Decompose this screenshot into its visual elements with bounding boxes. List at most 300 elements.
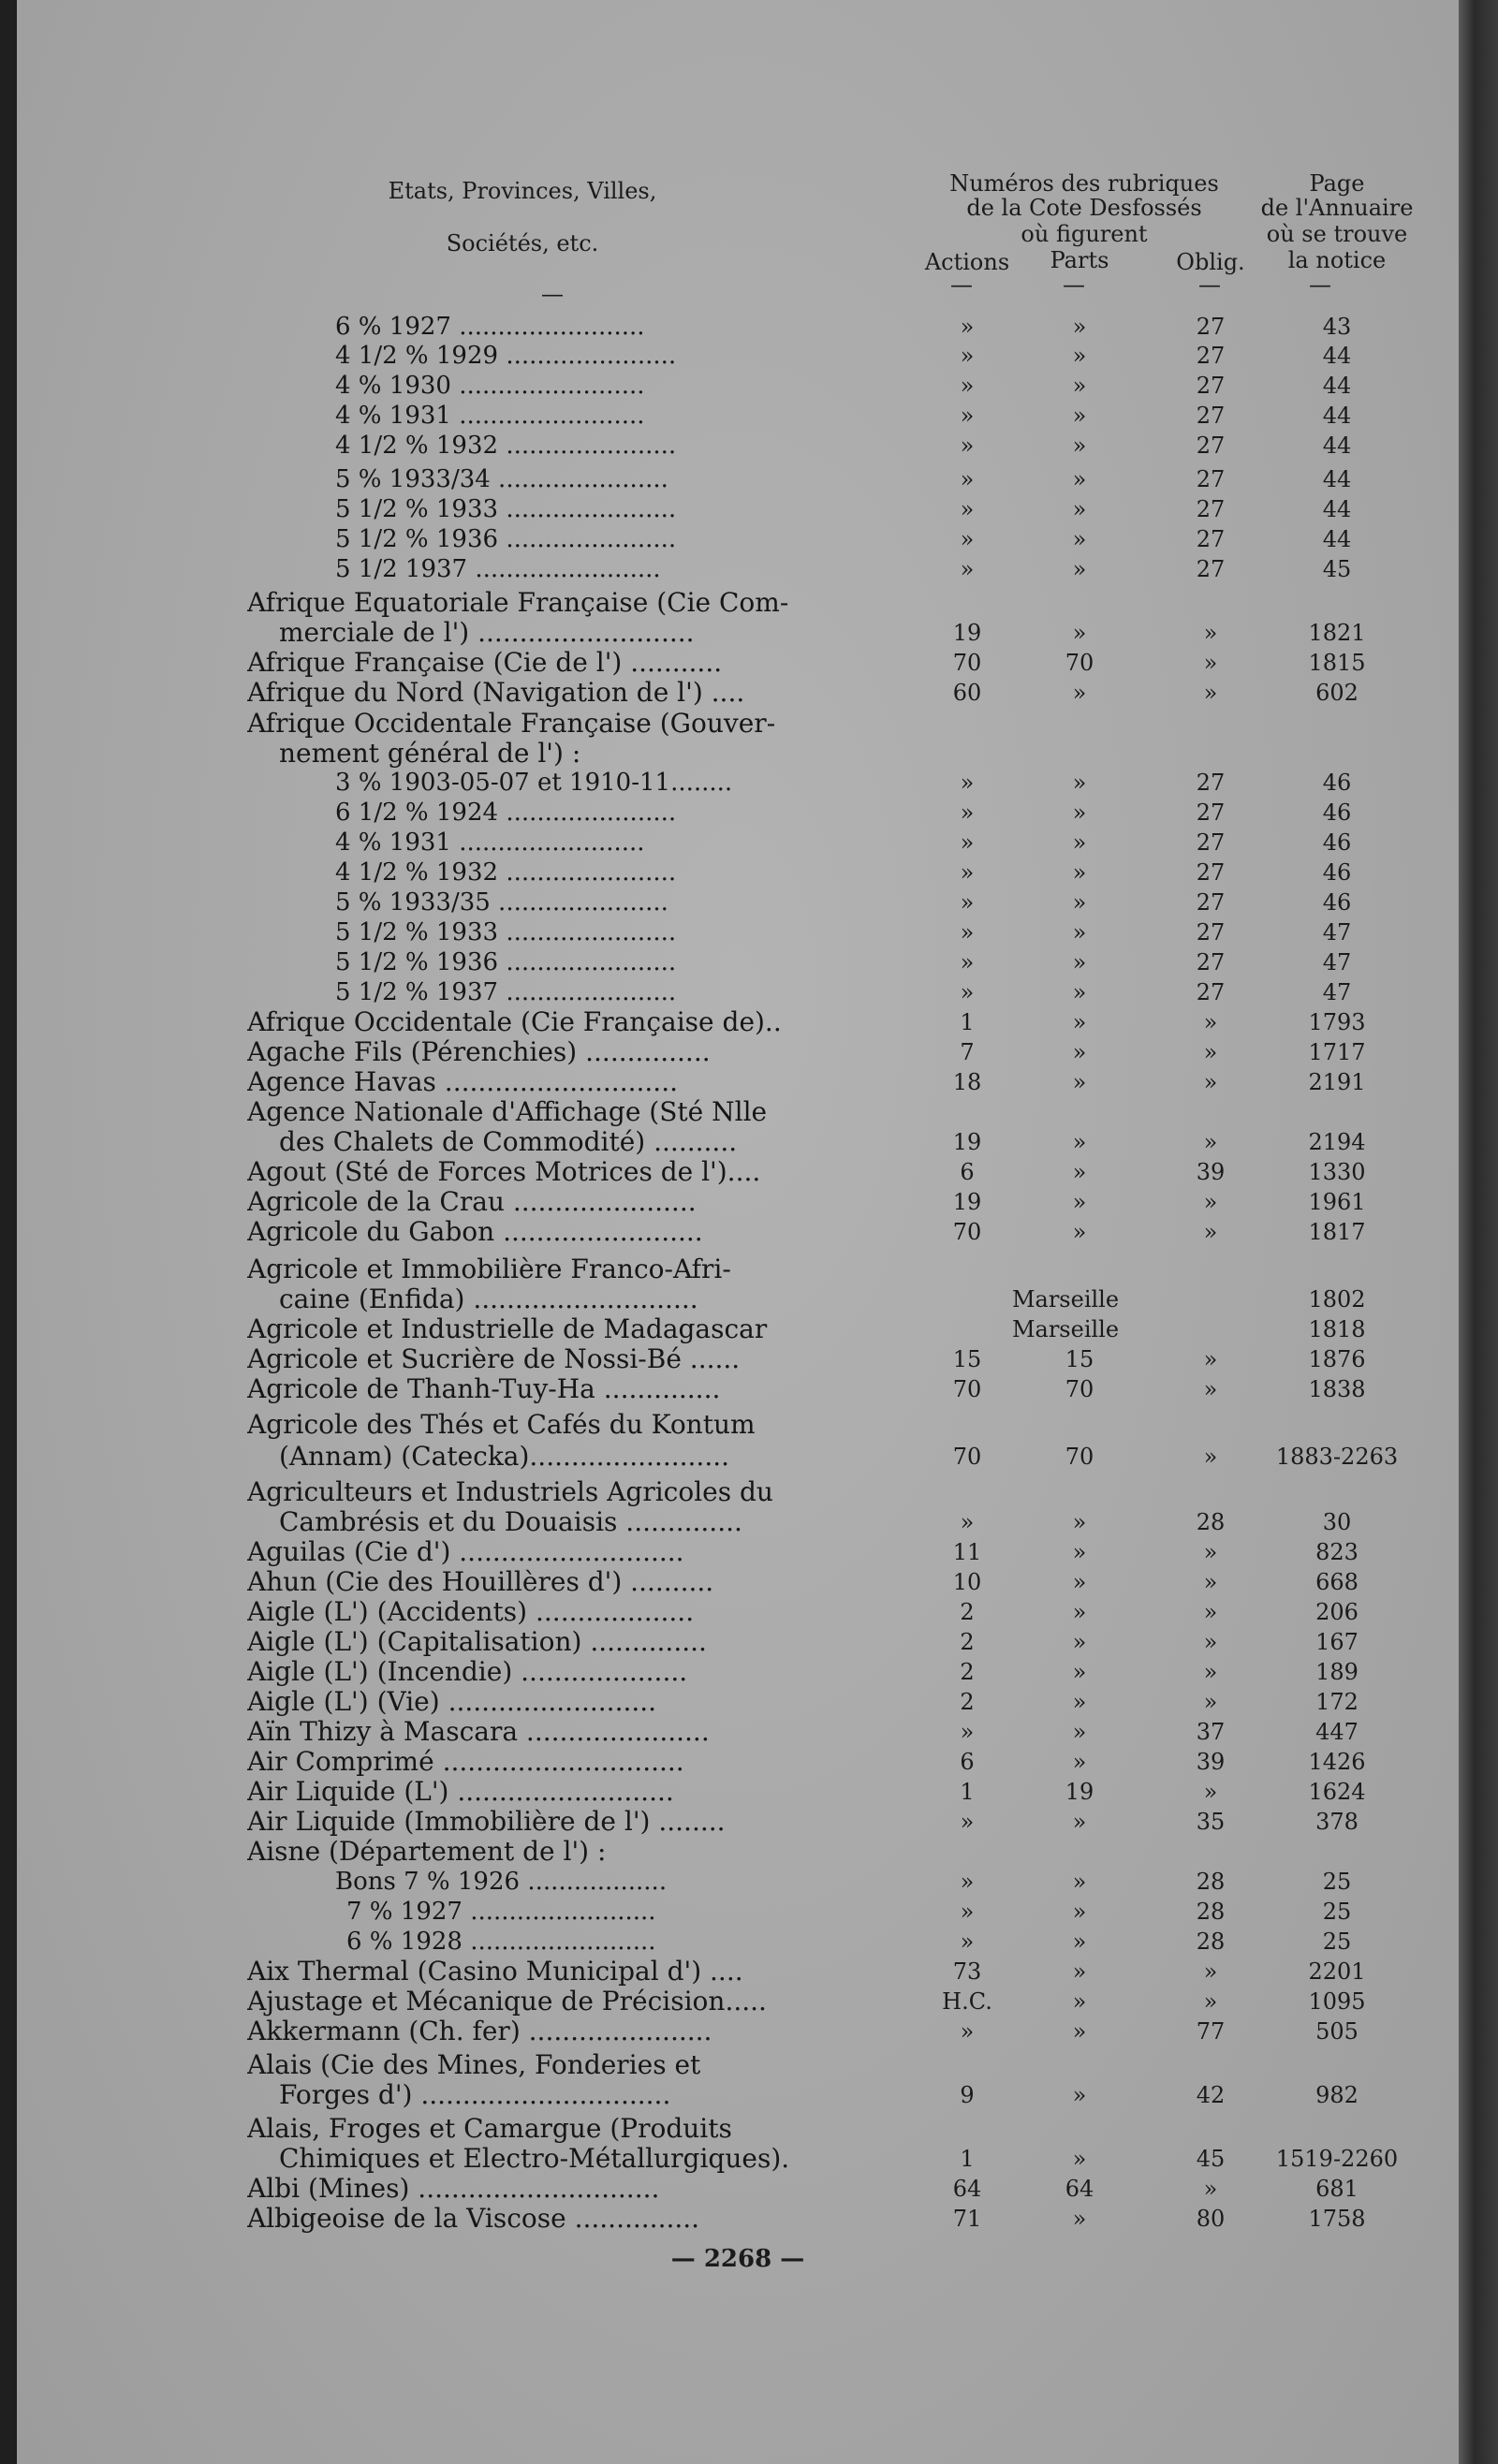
cell-actions: 7 [960, 1039, 975, 1065]
row-name: Aigle (L') (Incendie) .................... [247, 1657, 688, 1687]
cell-actions: 70 [952, 1376, 982, 1402]
cell-oblig: 28 [1196, 1899, 1226, 1925]
cell-actions: 19 [952, 620, 982, 646]
table-row [17, 1157, 1459, 1189]
row-name: (Annam) (Catecka)........................ [279, 1442, 730, 1472]
row-name: 5 1/2 1937 ........................ [335, 555, 661, 583]
table-row [17, 1477, 1459, 1509]
cell-oblig: 39 [1196, 1749, 1226, 1775]
table-row [17, 371, 1459, 403]
cell-oblig: 27 [1196, 949, 1226, 975]
cell-page: 44 [1322, 433, 1352, 459]
cell-page: 1815 [1308, 650, 1366, 676]
row-name: Air Liquide (L') .......................... [247, 1777, 674, 1807]
table-row [17, 1567, 1459, 1599]
cell-oblig: 80 [1196, 2206, 1226, 2232]
table-row [17, 858, 1459, 889]
header-numeros-line1: Numéros des rubriques [949, 170, 1219, 197]
cell-oblig: 27 [1196, 979, 1226, 1005]
cell-page: 1793 [1308, 1009, 1366, 1035]
header-numeros-line3: où figurent [1021, 221, 1148, 247]
cell-actions: 2 [960, 1599, 975, 1625]
cell-location: Marseille [1011, 1316, 1120, 1342]
table-row [17, 588, 1459, 620]
table-row [17, 1344, 1459, 1376]
cell-page: 1519-2260 [1275, 2146, 1399, 2172]
row-name: Albi (Mines) ............................. [247, 2174, 660, 2204]
cell-parts: » [1072, 314, 1087, 340]
cell-parts: » [1072, 919, 1087, 946]
table-row [17, 2050, 1459, 2082]
cell-oblig: 27 [1196, 343, 1226, 369]
cell-oblig: 27 [1196, 859, 1226, 886]
row-name: Chimiques et Electro-Métallurgiques). [279, 2144, 790, 2174]
cell-actions: » [960, 889, 975, 916]
cell-page: 1883-2263 [1275, 1444, 1399, 1470]
cell-oblig: » [1203, 1009, 1218, 1035]
cell-oblig: 27 [1196, 556, 1226, 582]
table-row [17, 2080, 1459, 2112]
header-name-line2: Sociétés, etc. [446, 230, 599, 257]
table-row [17, 431, 1459, 462]
cell-parts: » [1072, 1749, 1087, 1775]
table-row [17, 2017, 1459, 2048]
cell-oblig: » [1203, 1988, 1218, 2015]
cell-actions: 60 [952, 680, 982, 706]
row-name: Agriculteurs et Industriels Agricoles du [247, 1477, 773, 1507]
cell-page: 44 [1322, 373, 1352, 399]
cell-page: 25 [1322, 1869, 1352, 1895]
cell-oblig: 45 [1196, 2146, 1226, 2172]
cell-parts: » [1072, 1958, 1087, 1985]
row-name: Afrique Occidentale Française (Gouver- [247, 709, 776, 739]
cell-page: 189 [1315, 1659, 1358, 1685]
table-row [17, 887, 1459, 919]
cell-page: 47 [1322, 979, 1352, 1005]
cell-page: 2191 [1308, 1069, 1366, 1095]
header-dash-page: — [1309, 271, 1331, 298]
table-row [17, 1657, 1459, 1689]
cell-parts: » [1072, 1659, 1087, 1685]
cell-page: 1961 [1308, 1189, 1366, 1215]
table-row [17, 648, 1459, 680]
cell-parts: » [1072, 949, 1087, 975]
table-row [17, 1807, 1459, 1839]
cell-oblig: » [1203, 620, 1218, 646]
cell-oblig: 27 [1196, 433, 1226, 459]
header-page-line4: la notice [1287, 247, 1387, 273]
cell-actions: » [960, 859, 975, 886]
row-name: 4 % 1931 ........................ [335, 829, 645, 857]
cell-actions: » [960, 556, 975, 582]
cell-parts: » [1072, 1219, 1087, 1245]
row-name: Cambrésis et du Douaisis .............. [279, 1507, 742, 1537]
cell-oblig: 27 [1196, 799, 1226, 826]
cell-actions: 6 [960, 1159, 975, 1185]
cell-page: 46 [1322, 829, 1352, 856]
cell-page: 44 [1322, 526, 1352, 552]
row-name: Aigle (L') (Vie) ......................... [247, 1687, 657, 1717]
cell-actions: 9 [960, 2082, 975, 2108]
cell-page: 447 [1315, 1719, 1358, 1745]
cell-parts: » [1072, 770, 1087, 796]
table-row [17, 1627, 1459, 1659]
table-row [17, 554, 1459, 586]
table-row [17, 1037, 1459, 1069]
row-name: 4 % 1931 ........................ [335, 402, 645, 430]
table-row [17, 1597, 1459, 1629]
cell-page: 25 [1322, 1929, 1352, 1955]
table-row [17, 1374, 1459, 1406]
cell-parts: » [1072, 620, 1087, 646]
header-oblig: Oblig. [1176, 249, 1245, 275]
table-row [17, 768, 1459, 799]
cell-oblig: » [1203, 1219, 1218, 1245]
header-dash-name: — [541, 281, 564, 307]
table-row [17, 1127, 1459, 1159]
cell-parts: » [1072, 680, 1087, 706]
cell-parts: 19 [1065, 1779, 1094, 1805]
table-row [17, 1067, 1459, 1099]
table-row [17, 1097, 1459, 1129]
row-name: Agence Nationale d'Affichage (Sté Nlle [247, 1097, 768, 1127]
row-name: Agricole de la Crau ...................... [247, 1187, 697, 1217]
cell-actions: 2 [960, 1689, 975, 1715]
table-row [17, 464, 1459, 496]
cell-parts: » [1072, 2082, 1087, 2108]
cell-parts: » [1072, 2146, 1087, 2172]
row-name: Alais, Froges et Camargue (Produits [247, 2114, 732, 2144]
header-dash-parts: — [1063, 271, 1085, 298]
cell-page: 2194 [1308, 1129, 1366, 1155]
cell-actions: 10 [952, 1569, 982, 1595]
cell-actions: 71 [952, 2206, 982, 2232]
cell-actions: » [960, 373, 975, 399]
table-row [17, 798, 1459, 829]
cell-actions: 70 [952, 1444, 982, 1470]
cell-oblig: » [1203, 1539, 1218, 1565]
row-name: Agence Havas ............................ [247, 1067, 679, 1097]
table-row [17, 1410, 1459, 1442]
cell-page: 1818 [1308, 1316, 1366, 1342]
cell-oblig: 27 [1196, 770, 1226, 796]
cell-oblig: » [1203, 1376, 1218, 1402]
cell-parts: » [1072, 1869, 1087, 1895]
table-row [17, 618, 1459, 650]
cell-parts: » [1072, 1039, 1087, 1065]
header-page-line3: où se trouve [1266, 221, 1408, 247]
row-name: 5 1/2 % 1937 ...................... [335, 978, 677, 1006]
cell-page: 1838 [1308, 1376, 1366, 1402]
cell-parts: » [1072, 343, 1087, 369]
cell-parts: » [1072, 373, 1087, 399]
table-row [17, 1217, 1459, 1249]
cell-oblig: » [1203, 1189, 1218, 1215]
cell-parts: » [1072, 1159, 1087, 1185]
cell-actions: 73 [952, 1958, 982, 1985]
row-name: Ahun (Cie des Houillères d') .......... [247, 1567, 714, 1597]
cell-page: 2201 [1308, 1958, 1366, 1985]
row-name: Afrique Occidentale (Cie Française de).. [247, 1007, 782, 1037]
cell-parts: » [1072, 1689, 1087, 1715]
cell-parts: » [1072, 1719, 1087, 1745]
row-name: Agricole et Industrielle de Madagascar [247, 1314, 768, 1344]
cell-actions: » [960, 1899, 975, 1925]
row-name: 3 % 1903-05-07 et 1910-11........ [335, 769, 733, 797]
row-name: Aïn Thizy à Mascara ...................... [247, 1717, 710, 1747]
cell-page: 45 [1322, 556, 1352, 582]
cell-actions: » [960, 1719, 975, 1745]
table-row [17, 524, 1459, 556]
cell-page: 46 [1322, 889, 1352, 916]
table-row [17, 1442, 1459, 1474]
table-row [17, 947, 1459, 979]
cell-oblig: 27 [1196, 496, 1226, 522]
cell-page: 167 [1315, 1629, 1358, 1655]
cell-parts: 70 [1065, 650, 1094, 676]
cell-actions: 15 [952, 1346, 982, 1372]
cell-parts: » [1072, 556, 1087, 582]
cell-actions: 19 [952, 1189, 982, 1215]
header-parts: Parts [1050, 247, 1109, 273]
cell-actions: » [960, 314, 975, 340]
cell-oblig: » [1203, 1689, 1218, 1715]
cell-oblig: » [1203, 1039, 1218, 1065]
row-name: Albigeoise de la Viscose ............... [247, 2204, 700, 2234]
cell-oblig: 77 [1196, 2018, 1226, 2045]
cell-oblig: 27 [1196, 403, 1226, 429]
cell-parts: » [1072, 433, 1087, 459]
row-name: 7 % 1927 ........................ [346, 1898, 656, 1926]
table-row [17, 2204, 1459, 2236]
cell-actions: » [960, 526, 975, 552]
row-name: Agricole du Gabon ........................ [247, 1217, 703, 1247]
cell-parts: » [1072, 1539, 1087, 1565]
row-name: Aigle (L') (Accidents) ................... [247, 1597, 695, 1627]
cell-oblig: 28 [1196, 1509, 1226, 1535]
row-name: Bons 7 % 1926 .................. [335, 1868, 668, 1896]
cell-page: 1426 [1308, 1749, 1366, 1775]
cell-actions: 18 [952, 1069, 982, 1095]
row-name: 4 1/2 % 1932 ...................... [335, 432, 677, 460]
cell-parts: » [1072, 496, 1087, 522]
cell-page: 1876 [1308, 1346, 1366, 1372]
row-name: 5 1/2 % 1933 ...................... [335, 918, 677, 946]
table-row [17, 494, 1459, 526]
cell-actions: » [960, 343, 975, 369]
cell-page: 1095 [1308, 1988, 1366, 2015]
cell-oblig: » [1203, 1779, 1218, 1805]
header-numeros-line2: de la Cote Desfossés [966, 195, 1202, 221]
cell-page: 602 [1315, 680, 1358, 706]
cell-page: 1717 [1308, 1039, 1366, 1065]
table-row [17, 709, 1459, 741]
cell-oblig: » [1203, 1444, 1218, 1470]
table-row [17, 1957, 1459, 1988]
cell-page: 681 [1315, 2176, 1358, 2202]
header-page-line2: de l'Annuaire [1260, 195, 1414, 221]
table-row [17, 1867, 1459, 1899]
table-row [17, 2144, 1459, 2176]
table-row [17, 1687, 1459, 1719]
cell-parts: » [1072, 829, 1087, 856]
cell-actions: 70 [952, 1219, 982, 1245]
header-dash-actions: — [950, 271, 973, 298]
cell-oblig: 28 [1196, 1929, 1226, 1955]
row-name: Agache Fils (Pérenchies) ............... [247, 1037, 711, 1067]
row-name: 6 1/2 % 1924 ...................... [335, 799, 677, 827]
cell-actions: » [960, 1929, 975, 1955]
cell-page: 982 [1315, 2082, 1358, 2108]
row-name: Aguilas (Cie d') ........................... [247, 1537, 684, 1567]
cell-oblig: » [1203, 1599, 1218, 1625]
cell-oblig: 39 [1196, 1159, 1226, 1185]
cell-oblig: 27 [1196, 919, 1226, 946]
row-name: Afrique Française (Cie de l') ........... [247, 648, 723, 678]
row-name: Afrique Equatoriale Française (Cie Com- [247, 588, 789, 618]
cell-oblig: » [1203, 1569, 1218, 1595]
cell-page: 46 [1322, 799, 1352, 826]
row-name: Agricole de Thanh-Tuy-Ha .............. [247, 1374, 721, 1404]
row-name: 5 % 1933/34 ...................... [335, 465, 668, 493]
table-row [17, 1314, 1459, 1346]
table-row [17, 828, 1459, 859]
cell-oblig: 27 [1196, 314, 1226, 340]
cell-page: 1802 [1308, 1286, 1366, 1313]
cell-page: 1624 [1308, 1779, 1366, 1805]
cell-oblig: » [1203, 650, 1218, 676]
table-row [17, 1777, 1459, 1809]
cell-actions: » [960, 829, 975, 856]
cell-page: 378 [1315, 1809, 1358, 1835]
row-name: Air Liquide (Immobilière de l') ........ [247, 1807, 726, 1837]
cell-page: 47 [1322, 919, 1352, 946]
cell-oblig: » [1203, 1129, 1218, 1155]
cell-parts: 15 [1065, 1346, 1094, 1372]
cell-parts: » [1072, 1009, 1087, 1035]
cell-actions: » [960, 770, 975, 796]
cell-parts: » [1072, 799, 1087, 826]
header-name-line1: Etats, Provinces, Villes, [388, 178, 657, 204]
cell-parts: » [1072, 403, 1087, 429]
cell-page: 505 [1315, 2018, 1358, 2045]
cell-actions: 1 [960, 1779, 975, 1805]
cell-parts: 70 [1065, 1376, 1094, 1402]
table-row [17, 1747, 1459, 1779]
table-row [17, 917, 1459, 949]
cell-oblig: » [1203, 1346, 1218, 1372]
cell-parts: » [1072, 859, 1087, 886]
cell-oblig: 35 [1196, 1809, 1226, 1835]
table-row [17, 1897, 1459, 1929]
document-page [17, 0, 1459, 2464]
cell-actions: 1 [960, 1009, 975, 1035]
table-row [17, 401, 1459, 433]
table-row [17, 739, 1459, 770]
cell-page: 1330 [1308, 1159, 1366, 1185]
table-row [17, 2174, 1459, 2206]
table-row [17, 1987, 1459, 2018]
cell-oblig: » [1203, 680, 1218, 706]
cell-parts: » [1072, 1509, 1087, 1535]
cell-parts: » [1072, 1629, 1087, 1655]
row-name: Ajustage et Mécanique de Précision..... [247, 1987, 767, 2017]
cell-parts: » [1072, 2018, 1087, 2045]
header-page-line1: Page [1309, 170, 1365, 197]
cell-parts: » [1072, 526, 1087, 552]
cell-page: 46 [1322, 859, 1352, 886]
row-name: Aisne (Département de l') : [247, 1837, 607, 1867]
cell-oblig: 27 [1196, 526, 1226, 552]
cell-actions: » [960, 403, 975, 429]
cell-actions: 11 [952, 1539, 982, 1565]
cell-page: 30 [1322, 1509, 1352, 1535]
cell-actions: » [960, 1809, 975, 1835]
cell-page: 44 [1322, 403, 1352, 429]
book-edge [1459, 0, 1498, 2464]
page-number: — 2268 — [670, 2245, 805, 2273]
cell-oblig: » [1203, 2176, 1218, 2202]
row-name: Agout (Sté de Forces Motrices de l').... [247, 1157, 761, 1187]
cell-actions: H.C. [942, 1988, 992, 2015]
cell-actions: 70 [952, 650, 982, 676]
table-row [17, 977, 1459, 1009]
row-name: Agricole des Thés et Cafés du Kontum [247, 1410, 756, 1440]
cell-page: 25 [1322, 1899, 1352, 1925]
cell-page: 1821 [1308, 620, 1366, 646]
cell-page: 43 [1322, 314, 1352, 340]
cell-actions: » [960, 799, 975, 826]
cell-oblig: » [1203, 1958, 1218, 1985]
table-row [17, 1537, 1459, 1569]
cell-parts: » [1072, 2206, 1087, 2232]
row-name: Akkermann (Ch. fer) ...................... [247, 2017, 712, 2046]
table-row [17, 341, 1459, 373]
cell-actions: » [960, 1509, 975, 1535]
row-name: 6 % 1928 ........................ [346, 1928, 656, 1956]
row-name: nement général de l') : [279, 739, 581, 769]
row-name: 4 1/2 % 1932 ...................... [335, 858, 677, 887]
cell-actions: 2 [960, 1659, 975, 1685]
row-name: 5 % 1933/35 ...................... [335, 888, 668, 917]
cell-page: 44 [1322, 466, 1352, 492]
cell-oblig: 28 [1196, 1869, 1226, 1895]
table-row [17, 1837, 1459, 1869]
cell-page: 172 [1315, 1689, 1358, 1715]
cell-parts: » [1072, 979, 1087, 1005]
row-name: Forges d') .............................. [279, 2080, 671, 2110]
cell-parts: » [1072, 1899, 1087, 1925]
row-name: 6 % 1927 ........................ [335, 313, 645, 341]
cell-oblig: 27 [1196, 889, 1226, 916]
cell-parts: » [1072, 1809, 1087, 1835]
cell-page: 47 [1322, 949, 1352, 975]
cell-oblig: » [1203, 1629, 1218, 1655]
cell-actions: » [960, 2018, 975, 2045]
row-name: caine (Enfida) ........................... [279, 1284, 698, 1314]
cell-page: 46 [1322, 770, 1352, 796]
row-name: Alais (Cie des Mines, Fonderies et [247, 2050, 701, 2080]
cell-oblig: 42 [1196, 2082, 1226, 2108]
cell-page: 206 [1315, 1599, 1358, 1625]
cell-page: 1758 [1308, 2206, 1366, 2232]
row-name: 5 1/2 % 1936 ...................... [335, 525, 677, 553]
table-row [17, 1284, 1459, 1316]
cell-actions: 19 [952, 1129, 982, 1155]
row-name: Air Comprimé ............................. [247, 1747, 684, 1777]
row-name: 5 1/2 % 1936 ...................... [335, 948, 677, 976]
cell-parts: » [1072, 1129, 1087, 1155]
